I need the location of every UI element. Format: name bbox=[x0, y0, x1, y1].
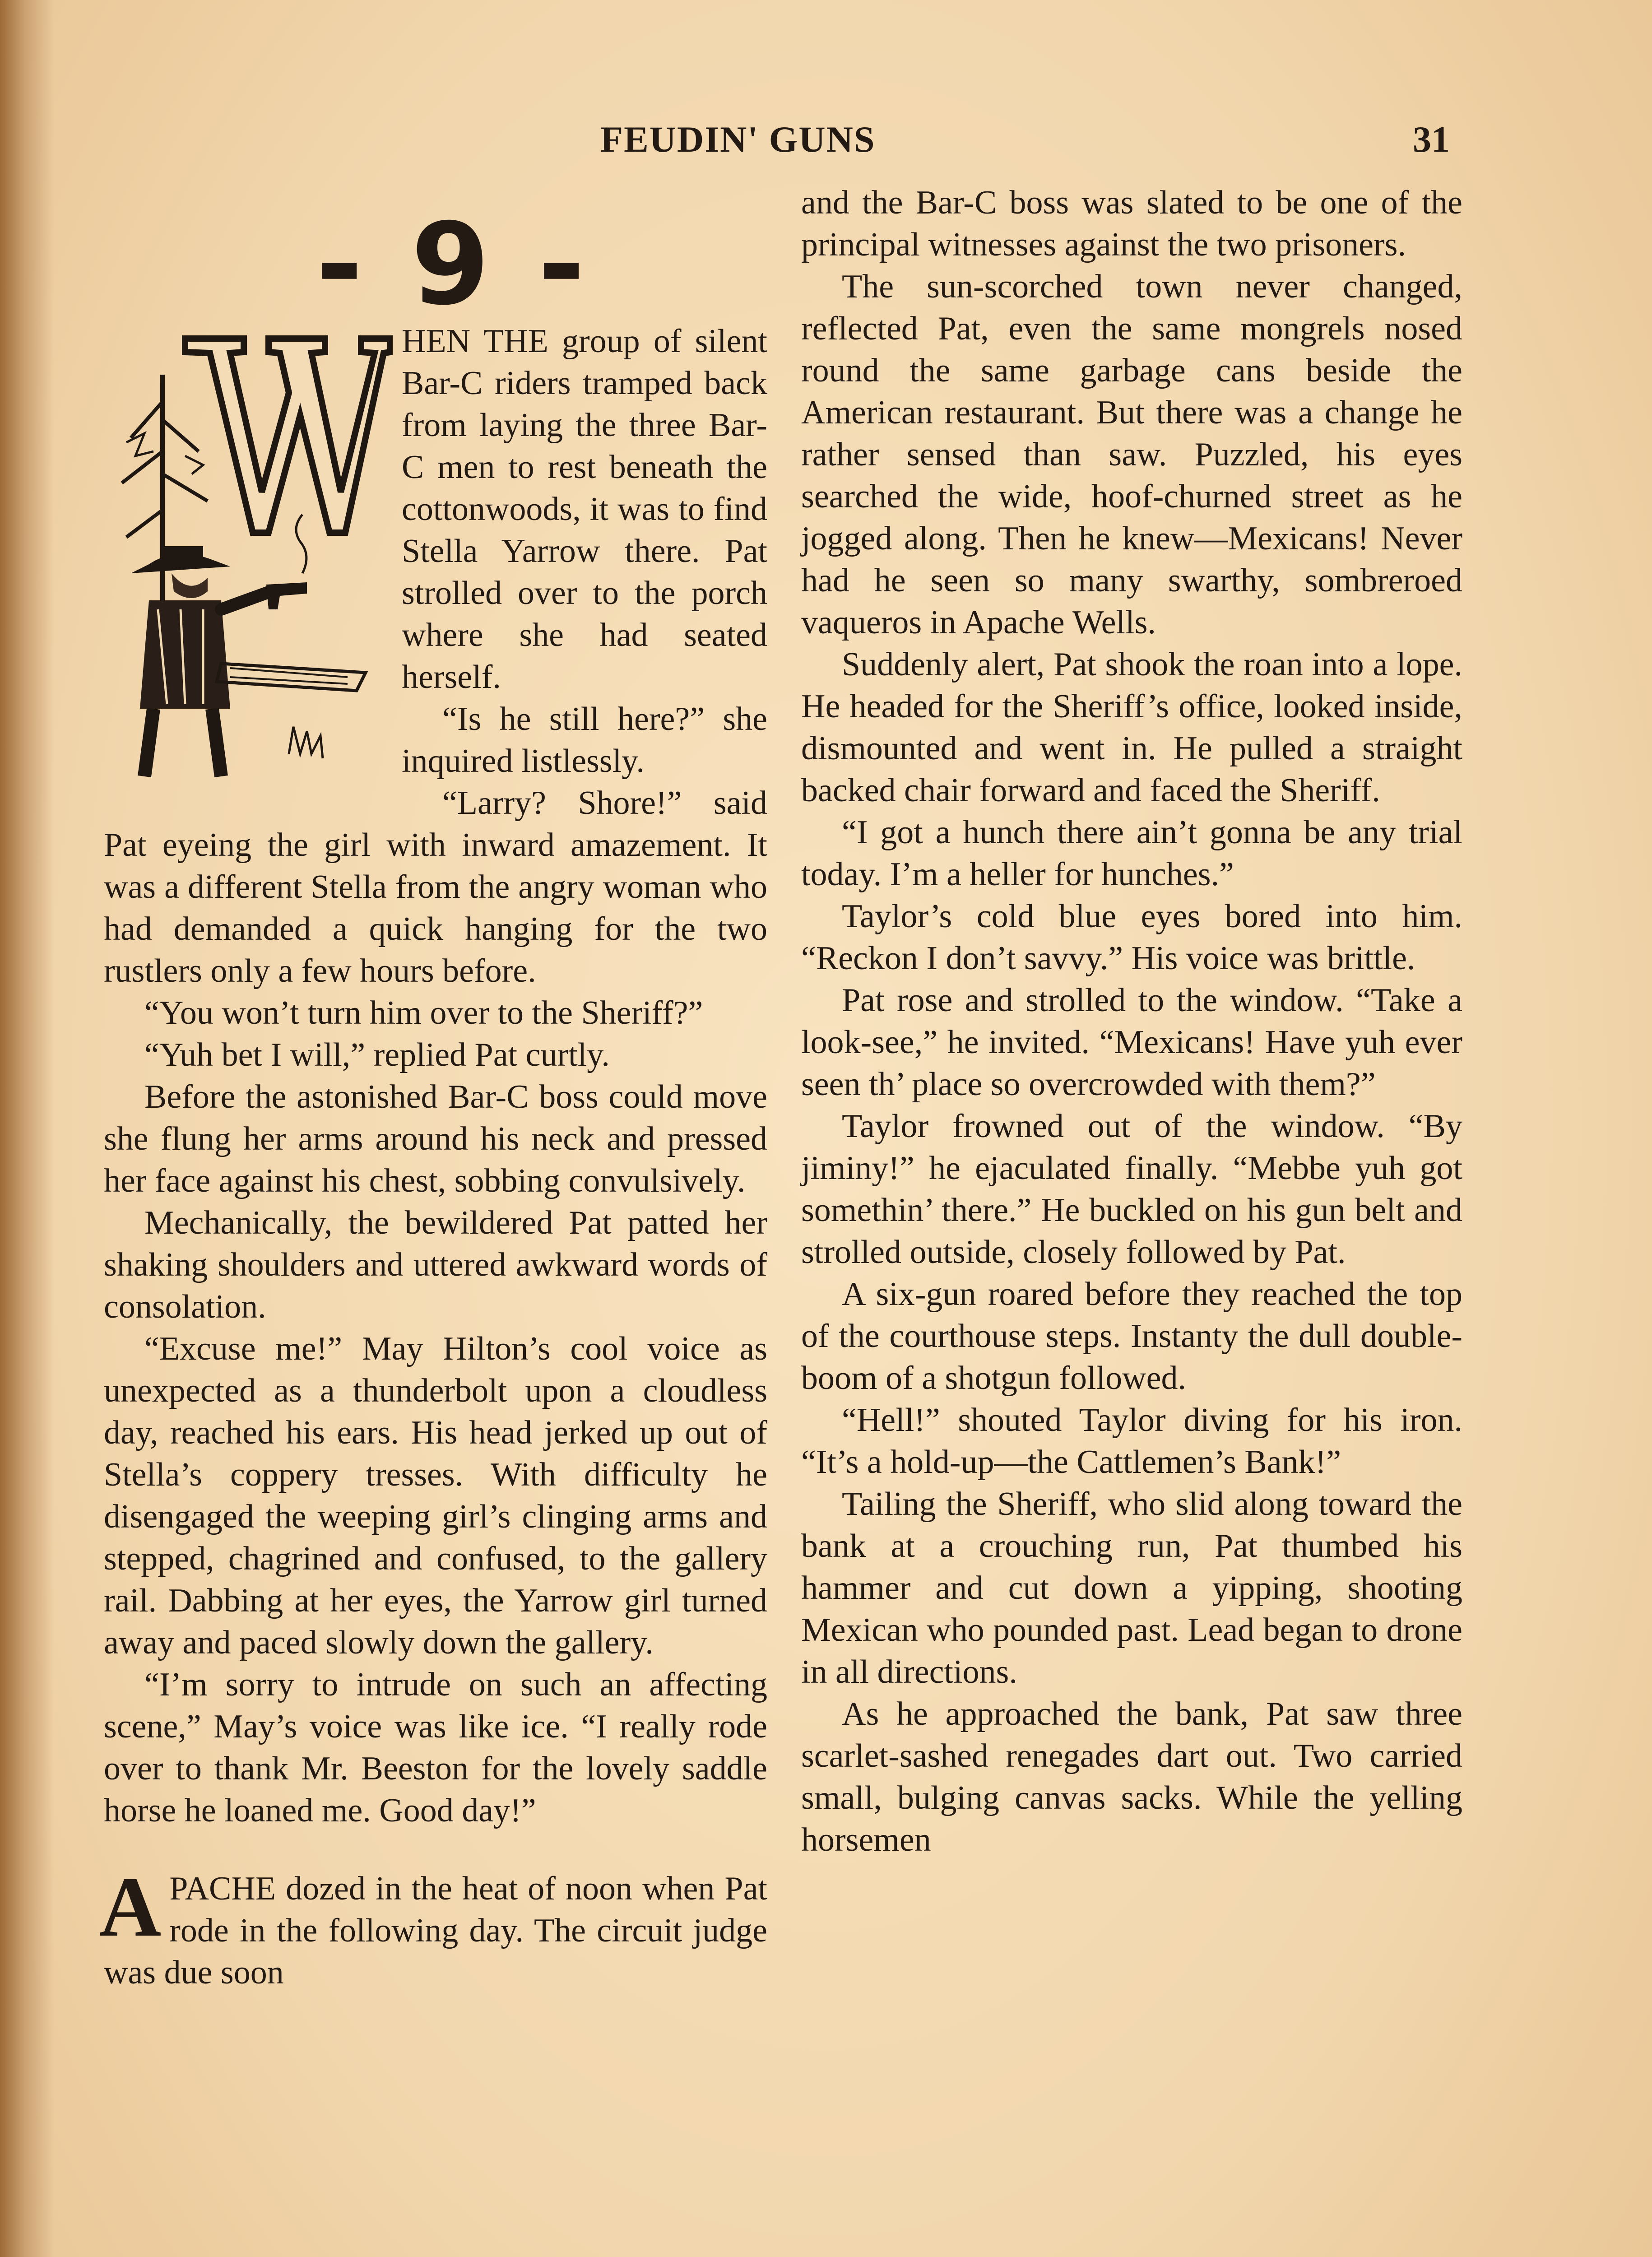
gunslinger-illustration-icon bbox=[95, 320, 393, 785]
illustrated-drop-cap bbox=[95, 320, 393, 785]
chapter-number: - 9 - bbox=[316, 199, 589, 330]
paragraph: “You won’t turn him over to the Sheriff?” bbox=[144, 994, 703, 1031]
left-column bbox=[99, 320, 767, 1994]
paragraph: “Excuse me!” May Hilton’s cool voice as unexpected as a thunderbolt upon a cloudless day, reached his ears. His head jerked up out of Stella’s coppery tresses. With difficulty he disengaged the weeping girl’s clinging arms and stepped, chagrined and confused, to the gallery rail. Dabbing at her eyes, the Yarrow girl turned away and paced slowly down the gallery. bbox=[104, 1330, 767, 1661]
paragraph: Mechanically, the bewildered Pat patted her shaking shoulders and uttered awkward words of consolation. bbox=[104, 1204, 767, 1325]
section-text: PACHE dozed in the heat of noon when Pat rode in the following day. The circuit judge was due soon bbox=[104, 1870, 767, 1991]
page-number: 31 bbox=[1413, 119, 1450, 160]
paragraph: Before the astonished Bar-C boss could move she flung her arms around his neck and pressed her face against his chest, sobbing convulsively. bbox=[104, 1078, 767, 1199]
paragraph: “Is he still here?” she inquired listlessly. bbox=[402, 701, 767, 780]
paragraph: and the Bar-C boss was slated to be one of the principal witnesses against the two prisoners. bbox=[801, 184, 1462, 263]
paragraph: “I got a hunch there ain’t gonna be any trial today. I’m a heller for hunches.” bbox=[801, 814, 1462, 893]
paragraph: Pat rose and strolled to the window. “Take a look-see,” he invited. “Mexicans! Have yuh ever seen th’ place so overcrowded with them?” bbox=[801, 982, 1462, 1103]
paragraph: As he approached the bank, Pat saw three scarlet-sashed renegades dart out. Two carried small, bulging canvas sacks. While the yelling horsemen bbox=[801, 1695, 1462, 1858]
section-drop-cap: A bbox=[99, 1860, 162, 1955]
section-paragraph bbox=[99, 1860, 767, 1994]
paragraph: Taylor frowned out of the window. “By jiminy!” he ejaculated finally. “Mebbe yuh got somethin’ there.” He buckled on his gun belt and strolled outside, closely followed by Pat. bbox=[801, 1108, 1462, 1271]
paragraph: A six-gun roared before they reached the top of the courthouse steps. Instanty the dull double-boom of a shotgun followed. bbox=[801, 1276, 1462, 1397]
paragraph: “I’m sorry to intrude on such an affecting scene,” May’s voice was like ice. “I really rode over to thank Mr. Beeston for the lovely saddle horse he loaned me. Good day!” bbox=[104, 1666, 767, 1829]
paragraph: “Yuh bet I will,” replied Pat curtly. bbox=[144, 1036, 610, 1073]
paragraph: “Larry? Shore!” said Pat eyeing the girl with inward amazement. It was a different Stella from the angry woman who had demanded a quick hanging for the two rustlers only a few hours before. bbox=[104, 785, 767, 989]
page-binding-shadow bbox=[0, 0, 54, 2257]
paragraph: The sun-scorched town never changed, reflected Pat, even the same mongrels nosed round the same garbage cans beside the American restaurant. But there was a change he rather sensed than saw. Puzzled, his eyes searched the wide, hoof-churned street as he jogged along. Then he knew—Mexicans! Never had he seen so many swarthy, sombreroed vaqueros in Apache Wells. bbox=[801, 268, 1462, 641]
paragraph: HEN THE group of silent Bar-C riders tramped back from laying the three Bar-C men to rest beneath the cottonwoods, it was to find Stella Yarrow there. Pat strolled over to the porch where she had seated herself. bbox=[402, 323, 767, 696]
paragraph: Taylor’s cold blue eyes bored into him. “Reckon I don’t savvy.” His voice was brittle. bbox=[801, 898, 1462, 977]
paragraph: Suddenly alert, Pat shook the roan into a lope. He headed for the Sheriff’s office, looked inside, dismounted and went in. He pulled a straight backed chair forward and faced the Sheriff. bbox=[801, 646, 1462, 809]
right-column bbox=[801, 182, 1462, 1861]
running-head: FEUDIN' GUNS bbox=[600, 119, 876, 160]
paragraph: Tailing the Sheriff, who slid along toward the bank at a crouching run, Pat thumbed his hammer and cut down a yipping, shooting Mexican who pounded past. Lead began to drone in all directions. bbox=[801, 1486, 1462, 1690]
paragraph: “Hell!” shouted Taylor diving for his iron. “It’s a hold-up—the Cattlemen’s Bank!” bbox=[801, 1402, 1462, 1481]
